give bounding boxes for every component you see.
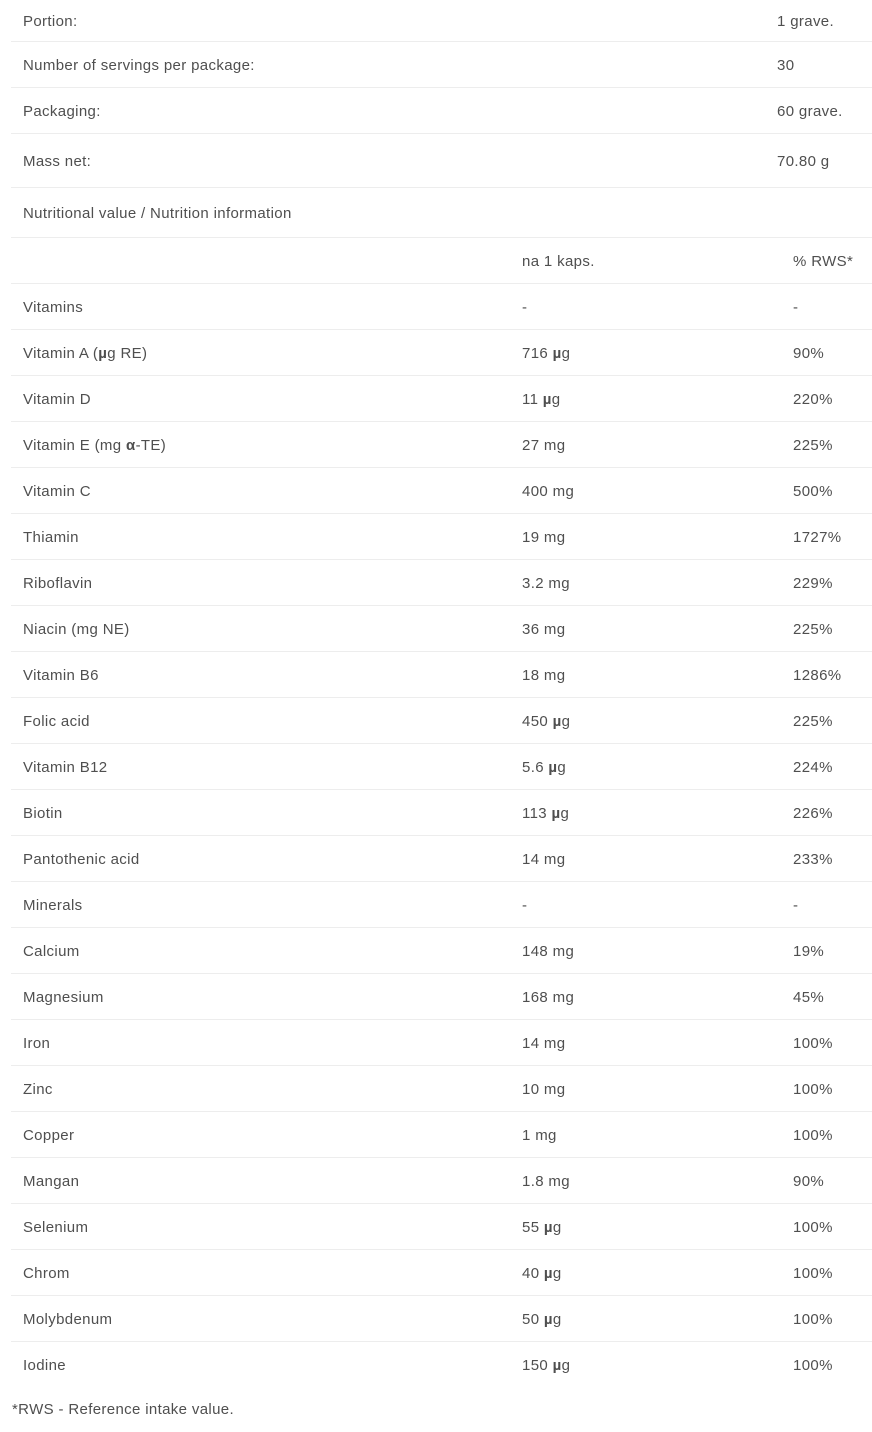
nutrition-table (0, 284, 872, 1388)
nutrient-amount: 1 mg (522, 1126, 557, 1144)
nutrient-rws: 90% (793, 344, 825, 362)
product-info-label: Mass net: (23, 152, 92, 170)
nutrient-rws: 19% (793, 942, 825, 960)
table-row (0, 1250, 872, 1296)
product-info-label: Portion: (23, 12, 78, 30)
table-row (0, 836, 872, 882)
nutrient-name: Vitamins (23, 298, 84, 316)
table-row (0, 1204, 872, 1250)
table-row (0, 1020, 872, 1066)
rws-footnote: *RWS - Reference intake value. (12, 1401, 234, 1418)
nutrient-rws: 1286% (793, 666, 842, 684)
table-row (0, 330, 872, 376)
table-row (0, 1066, 872, 1112)
product-info-value: 70.80 g (777, 152, 830, 170)
product-info-row (0, 42, 872, 88)
nutrient-amount: 50 µg (522, 1310, 562, 1328)
table-row (0, 376, 872, 422)
nutrient-rws: 225% (793, 712, 833, 730)
nutrient-name: Calcium (23, 942, 80, 960)
nutrient-rws: 100% (793, 1264, 833, 1282)
nutrient-rws: 45% (793, 988, 825, 1006)
nutrient-rws: 229% (793, 574, 833, 592)
nutrient-name: Zinc (23, 1080, 53, 1098)
nutrient-name: Niacin (mg NE) (23, 620, 130, 638)
nutrient-amount: 5.6 µg (522, 758, 567, 776)
nutrient-rws: 100% (793, 1310, 833, 1328)
nutrient-amount: 55 µg (522, 1218, 562, 1236)
nutrient-amount: 14 mg (522, 1034, 566, 1052)
nutrient-amount: 27 mg (522, 436, 566, 454)
nutrient-rws: 100% (793, 1126, 833, 1144)
nutrient-rws: 90% (793, 1172, 825, 1190)
nutrient-rws: 226% (793, 804, 833, 822)
nutrient-name: Vitamin A (µg RE) (23, 344, 148, 362)
nutrient-amount: 113 µg (522, 804, 570, 822)
product-info-row (0, 88, 872, 134)
nutrient-name: Vitamin D (23, 390, 91, 408)
product-info-value: 1 grave. (777, 12, 834, 30)
nutrient-amount: 450 µg (522, 712, 571, 730)
nutrient-amount: - (522, 896, 528, 914)
nutrition-heading: Nutritional value / Nutrition information (23, 204, 292, 222)
table-row (0, 1342, 872, 1388)
column-header-rws: % RWS* (793, 252, 854, 270)
nutrient-rws: 233% (793, 850, 833, 868)
nutrient-amount: 40 µg (522, 1264, 562, 1282)
table-row (0, 514, 872, 560)
nutrient-name: Molybdenum (23, 1310, 113, 1328)
table-row (0, 652, 872, 698)
nutrition-heading-row (0, 188, 872, 238)
nutrient-amount: 3.2 mg (522, 574, 570, 592)
nutrient-name: Iodine (23, 1356, 66, 1374)
table-row (0, 928, 872, 974)
product-info-value: 30 (777, 56, 795, 74)
nutrient-amount: 11 µg (522, 390, 561, 408)
product-info-row (0, 134, 872, 188)
nutrient-name: Selenium (23, 1218, 89, 1236)
table-row (0, 744, 872, 790)
nutrient-amount: 148 mg (522, 942, 575, 960)
nutrient-name: Vitamin B12 (23, 758, 108, 776)
nutrient-name: Pantothenic acid (23, 850, 140, 868)
nutrient-name: Minerals (23, 896, 83, 914)
table-row (0, 882, 872, 928)
nutrient-rws: 500% (793, 482, 833, 500)
nutrient-rws: - (793, 896, 799, 914)
nutrient-amount: 19 mg (522, 528, 566, 546)
table-row (0, 974, 872, 1020)
nutrient-amount: 150 µg (522, 1356, 571, 1374)
table-row (0, 1158, 872, 1204)
product-info-section (0, 0, 872, 188)
nutrient-amount: 18 mg (522, 666, 566, 684)
nutrient-rws: 100% (793, 1218, 833, 1236)
nutrient-amount: 168 mg (522, 988, 575, 1006)
nutrient-rws: 225% (793, 436, 833, 454)
nutrient-name: Riboflavin (23, 574, 93, 592)
table-row (0, 1112, 872, 1158)
product-info-label: Number of servings per package: (23, 56, 255, 74)
product-info-value: 60 grave. (777, 102, 843, 120)
nutrient-rws: 225% (793, 620, 833, 638)
nutrient-amount: 1.8 mg (522, 1172, 570, 1190)
table-header-row (0, 238, 872, 284)
nutrient-name: Thiamin (23, 528, 79, 546)
table-row (0, 790, 872, 836)
nutrient-name: Iron (23, 1034, 51, 1052)
nutrient-amount: - (522, 298, 528, 316)
nutrient-rws: 100% (793, 1080, 833, 1098)
nutrient-name: Vitamin E (mg α-TE) (23, 436, 167, 454)
nutrient-rws: 100% (793, 1356, 833, 1374)
nutrient-name: Biotin (23, 804, 63, 822)
table-row (0, 284, 872, 330)
nutrient-rws: 1727% (793, 528, 842, 546)
table-row (0, 560, 872, 606)
nutrient-rws: 220% (793, 390, 833, 408)
table-row (0, 468, 872, 514)
table-row (0, 698, 872, 744)
column-header-per-capsule: na 1 kaps. (522, 252, 595, 270)
nutrient-amount: 14 mg (522, 850, 566, 868)
nutrient-rws: - (793, 298, 799, 316)
nutrient-name: Vitamin B6 (23, 666, 99, 684)
nutrient-amount: 10 mg (522, 1080, 566, 1098)
nutrient-name: Chrom (23, 1264, 70, 1282)
product-info-row (0, 0, 872, 42)
nutrient-name: Folic acid (23, 712, 90, 730)
nutrient-name: Copper (23, 1126, 75, 1144)
nutrient-name: Mangan (23, 1172, 80, 1190)
table-row (0, 1296, 872, 1342)
nutrient-amount: 36 mg (522, 620, 566, 638)
nutrient-rws: 224% (793, 758, 833, 776)
nutrient-amount: 400 mg (522, 482, 575, 500)
product-info-label: Packaging: (23, 102, 101, 120)
nutrient-rws: 100% (793, 1034, 833, 1052)
nutrient-amount: 716 µg (522, 344, 571, 362)
nutrient-name: Magnesium (23, 988, 104, 1006)
nutrient-name: Vitamin C (23, 482, 91, 500)
table-row (0, 606, 872, 652)
table-row (0, 422, 872, 468)
